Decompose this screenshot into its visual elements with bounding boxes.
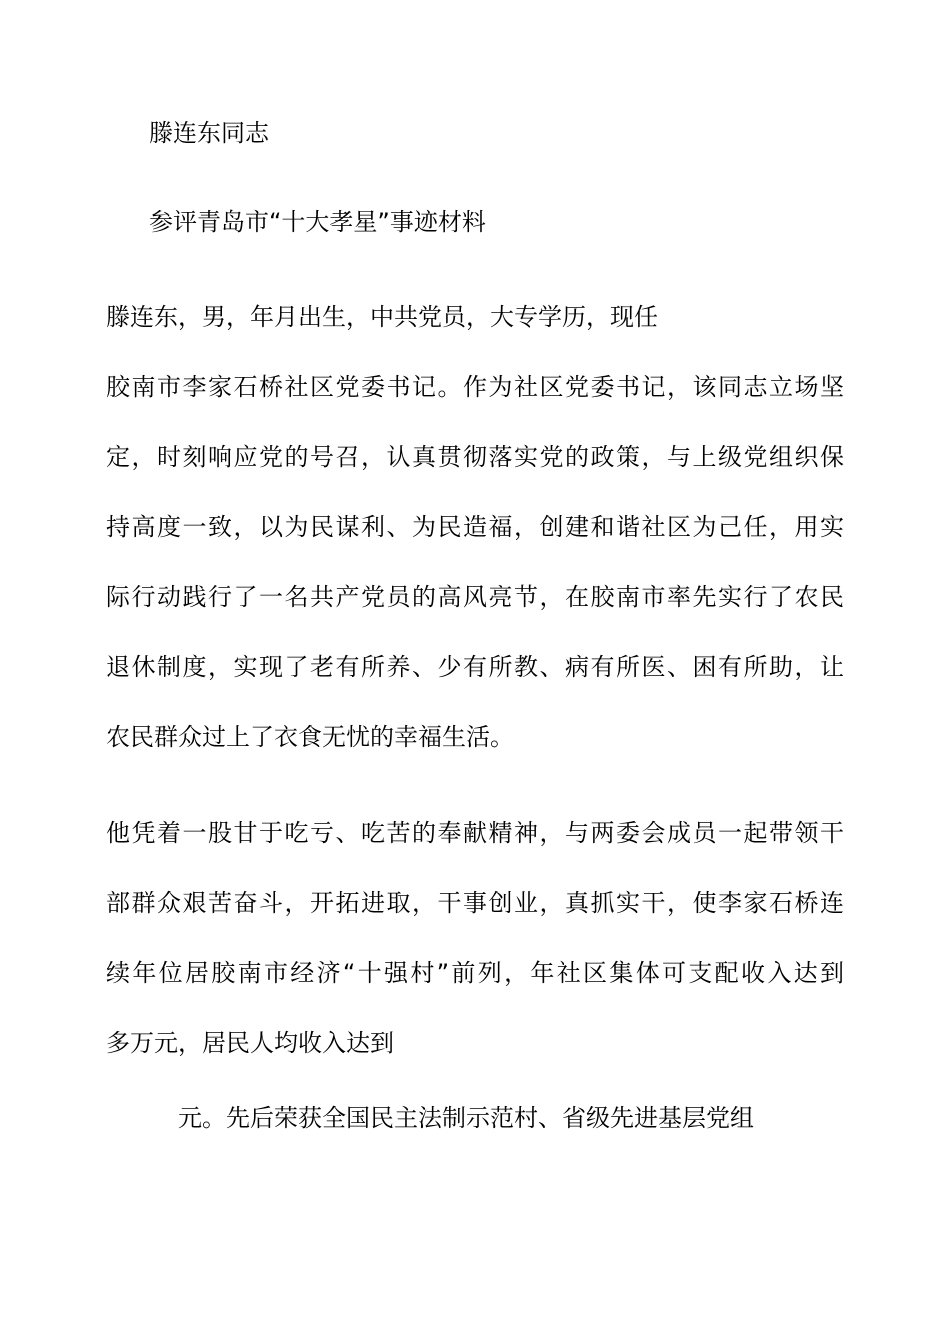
paragraph-line: 农民群众过上了衣食无忧的幸福生活。 [106, 723, 514, 751]
paragraph-line: 滕连东，男，年月出生，中共党员，大专学历，现任 [106, 303, 658, 331]
paragraph-line: 元。先后荣获全国民主法制示范村、省级先进基层党组 [178, 1104, 754, 1132]
paragraph-line: 他凭着一股甘于吃亏、吃苦的奉献精神，与两委会成员一起带领干 [106, 819, 844, 847]
document-subheading: 参评青岛市“十大孝星”事迹材料 [149, 208, 486, 236]
document-heading: 滕连东同志 [149, 119, 269, 147]
paragraph-line: 部群众艰苦奋斗，开拓进取，干事创业，真抓实干，使李家石桥连 [106, 889, 844, 917]
paragraph-line: 退休制度，实现了老有所养、少有所教、病有所医、困有所助，让 [106, 653, 844, 681]
paragraph-line: 持高度一致，以为民谋利、为民造福，创建和谐社区为己任，用实 [106, 513, 844, 541]
paragraph-line: 胶南市李家石桥社区党委书记。作为社区党委书记，该同志立场坚 [106, 373, 844, 401]
paragraph-line: 定，时刻响应党的号召，认真贯彻落实党的政策，与上级党组织保 [106, 443, 844, 471]
paragraph-line: 多万元，居民人均收入达到 [106, 1029, 394, 1057]
paragraph-line: 际行动践行了一名共产党员的高风亮节，在胶南市率先实行了农民 [106, 583, 844, 611]
paragraph-line: 续年位居胶南市经济“十强村”前列，年社区集体可支配收入达到 [106, 959, 844, 987]
